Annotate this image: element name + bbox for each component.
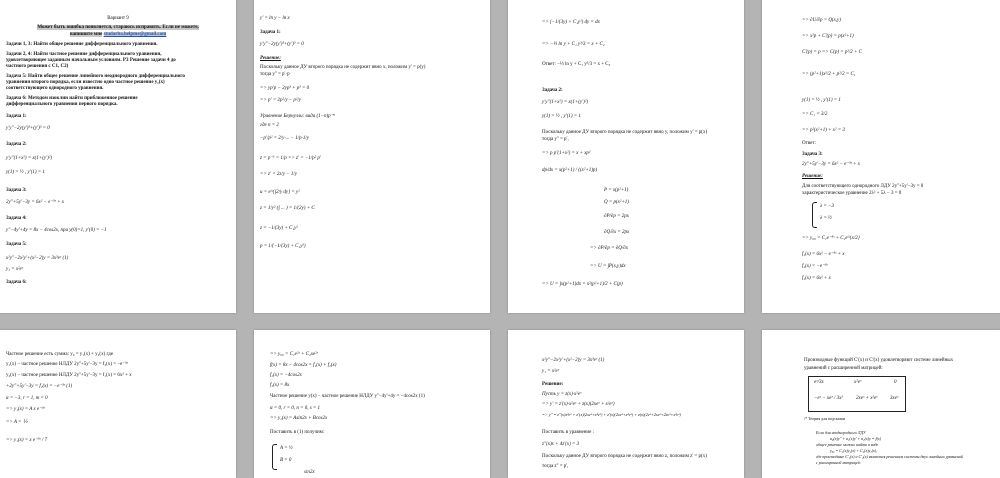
- p7-line-10: тогда z'' = p',: [542, 464, 569, 469]
- p4-answer: Ответ:: [802, 141, 816, 146]
- task-6-heading: Задача 6:: [6, 280, 27, 285]
- p8-line-5: a₀(x)y'' + a₁(x)y' + a₂(x)y = f(x): [830, 436, 882, 441]
- p8-line-8: где производные C'₁(x) и C'₂(x) являются решением системы двух линейных уравнений: [816, 454, 963, 459]
- p2-step-7: => z' = 2z/y − 1/y: [260, 172, 297, 177]
- page-7: [508, 330, 744, 478]
- p3-step-5: ∂P/∂p = 2px: [604, 214, 629, 219]
- p2-step-11: p = 1/(−1/(3y) + C₁y²): [260, 244, 306, 249]
- p3-line-1: => (−1/(3y) + C₁y²) dy = dx: [542, 20, 600, 25]
- p4-line-7: => p²(x²+1) + x² = 3: [802, 128, 845, 133]
- notice-line-2: напишите мне studarba.helpme@gmail.com: [69, 32, 167, 37]
- p8-line-1: Производные функций C'(x) и C'(x) удовлетворяют системе линейных: [804, 358, 954, 363]
- p7-line-5: => y' = z'(x)·x²eˣ + z(x)(2xeˣ + x²eˣ): [542, 402, 615, 407]
- p2-solution-heading: Решение:: [260, 56, 281, 61]
- page-4: [762, 0, 1000, 313]
- p6-line-6: α = 0, r = 0, n = 0, s = 1: [270, 406, 321, 411]
- roots-brace: [812, 202, 817, 228]
- p6-line-2: f(x) = 8x − 4cos2x = f₁(x) + f₂(x): [270, 363, 337, 368]
- p2-step-1: => yp'p − 2yp³ + p³ = 0: [260, 86, 310, 91]
- p2-step-10: z = −1/(3y) + C₁y²: [260, 226, 298, 231]
- p4-task-3-heading: Задача 3:: [802, 152, 823, 157]
- p8-line-2: уравнений с расширенной матрицей:: [804, 366, 883, 371]
- p4-line-1: => ∂U/∂p = Q(x,y): [802, 18, 841, 23]
- p3-step-2: dp/dx = x(p²+1) / ((x²+1)p): [542, 168, 598, 173]
- p2-step-4: где n = 2: [260, 123, 279, 128]
- coef-brace: [272, 444, 277, 470]
- p5-line-8: => y₁(x) = x e⁻³ˣ / 7: [6, 438, 48, 443]
- p4-line-3: C'(p) = p => C(p) = p²/2 + C: [802, 50, 862, 55]
- p8-line-7: y₀₀ = C₁(x)y₁(x) + C₂(x)y₂(x),: [830, 448, 878, 453]
- matrix-cell-11: eˣ/3x: [814, 380, 824, 385]
- task-3-heading: Задача 3:: [6, 188, 27, 193]
- task-6-desc-b: дифференциального уравнения первого порядка.: [6, 102, 118, 107]
- p6-line-4: f₁(x) = 8x: [270, 383, 290, 388]
- p7-line-2: y₁ = x²eˣ: [542, 369, 560, 374]
- task-5-desc-a: Задача 5: Найти общее решение линейного неоднородного дифференциального: [6, 74, 185, 79]
- p5-line-7: => A = ⅐: [6, 420, 28, 425]
- task-6-desc-a: Задача 6: Методом изоклин найти приближенное решение: [6, 96, 138, 101]
- p4-f-1: f₁(x) = 6x² − e⁻³ˣ + x: [802, 252, 845, 257]
- task-1-heading: Задача 1:: [6, 114, 27, 119]
- matrix-cell-23: 3xeˣ: [890, 396, 899, 401]
- p3-step-9: => U = ∫x(p²+1)dx = x²(p²+1)/2 + C(p): [542, 282, 623, 287]
- matrix-cell-21: −eˣ − xeˣ / 3x²: [814, 396, 843, 401]
- p2-task-1-eq: y'y''−2y(y')³+(y')³ = 0: [260, 42, 304, 47]
- task-2-4-desc-a: Задачи 2, 4: Найти частное решение дифференциального уравнения,: [6, 52, 162, 57]
- page-2: [254, 0, 490, 313]
- task-2-equation: y'y''(1+x²) = x(1+(y')²): [6, 156, 52, 161]
- p2-step-8: u = e^{∫2/y dy} = y²: [260, 190, 300, 195]
- email-link[interactable]: studarba.helpme@gmail.com: [103, 32, 167, 37]
- notice-line-1: Может быть ошибка появляется, стараюсь исправить. Если не можете,: [37, 25, 199, 30]
- p4-root-2: λ = ½: [820, 216, 832, 221]
- p7-line-8: z''(x)x + 4z'(x) = 3: [542, 442, 580, 447]
- task-4-heading: Задача 4:: [6, 216, 27, 221]
- p6-coef-a: A = ½: [280, 446, 293, 451]
- p4-hom-a: Для соответствующего однородного ЛДУ 2y''+5y'−3y = 0: [802, 184, 924, 189]
- task-2-conditions: y(1) = ½ , y'(1) = 1: [6, 170, 45, 175]
- variant-title: Вариант 9: [107, 16, 129, 21]
- p4-general-solution: => y₀₀ = C₁e⁻³ˣ + C₂e^{x/2}: [802, 236, 860, 241]
- task-1-equation: y'y''−2y(y')³+(y')³ = 0: [6, 126, 50, 131]
- p3-sub-a: Поскольку данное ДУ второго порядка не содержит явно y, положим y' = p(x): [542, 130, 708, 135]
- p6-line-7: => y₂(x) = Asin2x + Bcos2x: [270, 416, 328, 421]
- p7-line-1: x²y''−2x²y'+(x²−2)y = 3x³eˣ (1): [542, 358, 605, 363]
- p6-line-8: Поставить в (1) получим:: [270, 430, 325, 435]
- p7-line-6: => y'' = z''(x)x²eˣ + z'(x)(2xeˣ+x²eˣ) + z'(x)(2xeˣ+x²eˣ) + z(x)(2eˣ+2xeˣ+2xeˣ+x²eˣ): [542, 412, 681, 417]
- p5-line-6: => y₁(x) = A x e⁻³ˣ: [6, 407, 45, 412]
- p2-task-1-heading: Задача 1:: [260, 30, 281, 35]
- p3-step-3: P = x(p²+1): [604, 188, 629, 193]
- p4-line-5: y(1) = ½ , y'(1) = 1: [802, 98, 841, 103]
- p6-line-5: Частное решение y(x) − частное решение НЛДУ y''−4y'+4y = −4cos2x (1): [270, 394, 425, 399]
- p5-line-4: +2y''+5y'−3y = f₂(x) = −e⁻³ˣ (1): [6, 384, 73, 389]
- task-2-4-desc-c: частного решения с C1, C2): [6, 64, 69, 69]
- p3-step-6: ∂Q/∂x = 2px: [604, 230, 630, 235]
- p2-step-9: z = 1/y² (∫ ... ) = 1/(2y) + C: [260, 206, 315, 211]
- p5-line-5: α = −3, r = 1, m = 0: [6, 396, 48, 401]
- task-2-4-desc-b: удовлетворяющее заданным начальным условиям. РЗ Решение задачи 4 до: [6, 58, 176, 63]
- task-1-3-desc: Задачи 1, 3: Найти общее решение дифференциального уравнения.: [6, 42, 158, 47]
- task-4-equation: y''−4y'+4y = 8x − 4cos2x, при y(0)=1, y'(0) = −1: [6, 228, 107, 233]
- p6-line-1: => y₀₀ = C₁e²ˣ + C₂xe²ˣ: [270, 352, 319, 357]
- page-1: [0, 0, 236, 313]
- p8-line-4: Если для неоднородного ЛДУ: [816, 430, 866, 435]
- task-2-heading: Задача 2:: [6, 142, 27, 147]
- p5-line-3: y₂(x) − частное решение НЛДУ 2y''+5y'−3y = f₁(x) = 6x² + x: [6, 373, 132, 378]
- p2-sub-a: Поскольку данное ДУ второго порядка не содержит явно x, положим y' = p(y): [260, 65, 426, 70]
- p7-line-9: Поскольку данное ДУ второго порядка не содержит явно z, положим z' = p(x): [542, 454, 707, 459]
- p4-f-2: f₂(x) = −e⁻³ˣ: [802, 264, 828, 269]
- p4-line-6: => C₁ = 3/2: [802, 112, 828, 117]
- matrix-cell-22: 2xeˣ + x²eˣ: [856, 396, 878, 401]
- p3-sub-b: тогда y'' = p',: [542, 137, 569, 142]
- p6-line-3: f₂(x) = −4cos2x: [270, 373, 302, 378]
- p8-line-9: с расширенной матрицей:: [816, 460, 861, 465]
- task-5-desc-c: соответствующего однородного уравнения.: [6, 86, 104, 91]
- p7-line-4: Пусть y = z(x)·x²eˣ: [542, 392, 582, 397]
- page-6: [254, 330, 490, 478]
- p8-line-3: /* Теория для подсказки: [804, 416, 846, 421]
- p3-answer: Ответ: −⅓ ln y + C₁ y³/3 = x + C₂: [542, 62, 611, 67]
- p2-sub-b: тогда y'' = p'·p: [260, 72, 290, 77]
- p6-line-11: sin2x: [304, 470, 315, 475]
- p7-solution-heading: Решение:: [542, 382, 564, 387]
- p4-line-2: => x²p + C'(p) = p(x²+1): [802, 34, 854, 39]
- p4-solution-heading: Решение:: [802, 174, 823, 179]
- page-5: [0, 330, 236, 478]
- p3-task-2-cond: y(1) = ½ , y'(1) = 1: [542, 114, 581, 119]
- p5-line-2: y₁(x) − частное решение НЛДУ 2y''+5y'−3y = f₂(x) = −e⁻³ˣ: [6, 362, 128, 367]
- p8-line-6: общее решение можно найти в виде: [816, 442, 879, 447]
- task-5-heading: Задача 5:: [6, 242, 27, 247]
- task-5-desc-b: уравнения второго порядка, если известно одно частное решение y₁(x): [6, 80, 165, 85]
- p6-coef-b: B = 0: [280, 458, 292, 463]
- p4-line-4: => (p²+1)x²/2 + p²/2 = C₁: [802, 72, 856, 77]
- task-5-particular: y₁ = x²eˣ: [6, 267, 24, 272]
- p7-line-7: Поставить в уравнение :: [542, 430, 594, 435]
- p4-root-1: λ = −3: [820, 204, 834, 209]
- p4-f-3: f₁(x) = 6x² + x: [802, 276, 831, 281]
- p3-task-2-eq: y'y''(1+x²) = x(1+(y')²): [542, 100, 588, 105]
- p3-step-8: => U = ∫P(x,y)dx: [590, 264, 626, 269]
- page-8: [762, 330, 1000, 478]
- p2-step-3: Уравнение Бернулли: вида (1−n)p⁻ⁿ: [260, 114, 335, 119]
- p3-step-1: => p p'(1+x²) = x + xp²: [542, 151, 591, 156]
- p2-step-5: −p'/p² = 2/y·... − 1/p·1/y: [260, 136, 309, 141]
- p4-task-3-eq: 2y''+5y'−3y = 6x² − e⁻³ˣ + x: [802, 162, 860, 167]
- matrix-cell-12: x²eˣ: [854, 380, 862, 385]
- p2-top-eq: y' = ln y − ln x: [260, 16, 290, 21]
- p2-step-2: => p' = 2p²/y − p²/y: [260, 98, 302, 103]
- p3-step-4: Q = p(x²+1): [604, 200, 629, 205]
- p3-line-2: => −⅓ ln y + C₁ y³/3 = x + C₂: [542, 42, 605, 47]
- p3-step-7: => ∂P/∂p = ∂Q/∂x: [590, 246, 628, 251]
- page-3: [508, 0, 744, 313]
- matrix-cell-13: 0: [894, 380, 897, 385]
- p4-hom-b: характеристическое уравнение 2λ² + 5λ − 3 = 0: [802, 191, 902, 196]
- p5-line-1: Частное решение есть сумма: y₀ = y₁(x) + y₂(x) где: [6, 352, 114, 357]
- p3-task-2-heading: Задача 2:: [542, 88, 563, 93]
- p2-step-6: z = p⁻¹ = 1/p => z' = −1/p² p': [260, 156, 321, 161]
- task-5-equation: x²y''−2x²y'+(x²−2)y = 3x³eˣ (1): [6, 256, 69, 261]
- task-3-equation: 2y''+5y'−3y = 6x² − e⁻³ˣ + x: [6, 200, 64, 205]
